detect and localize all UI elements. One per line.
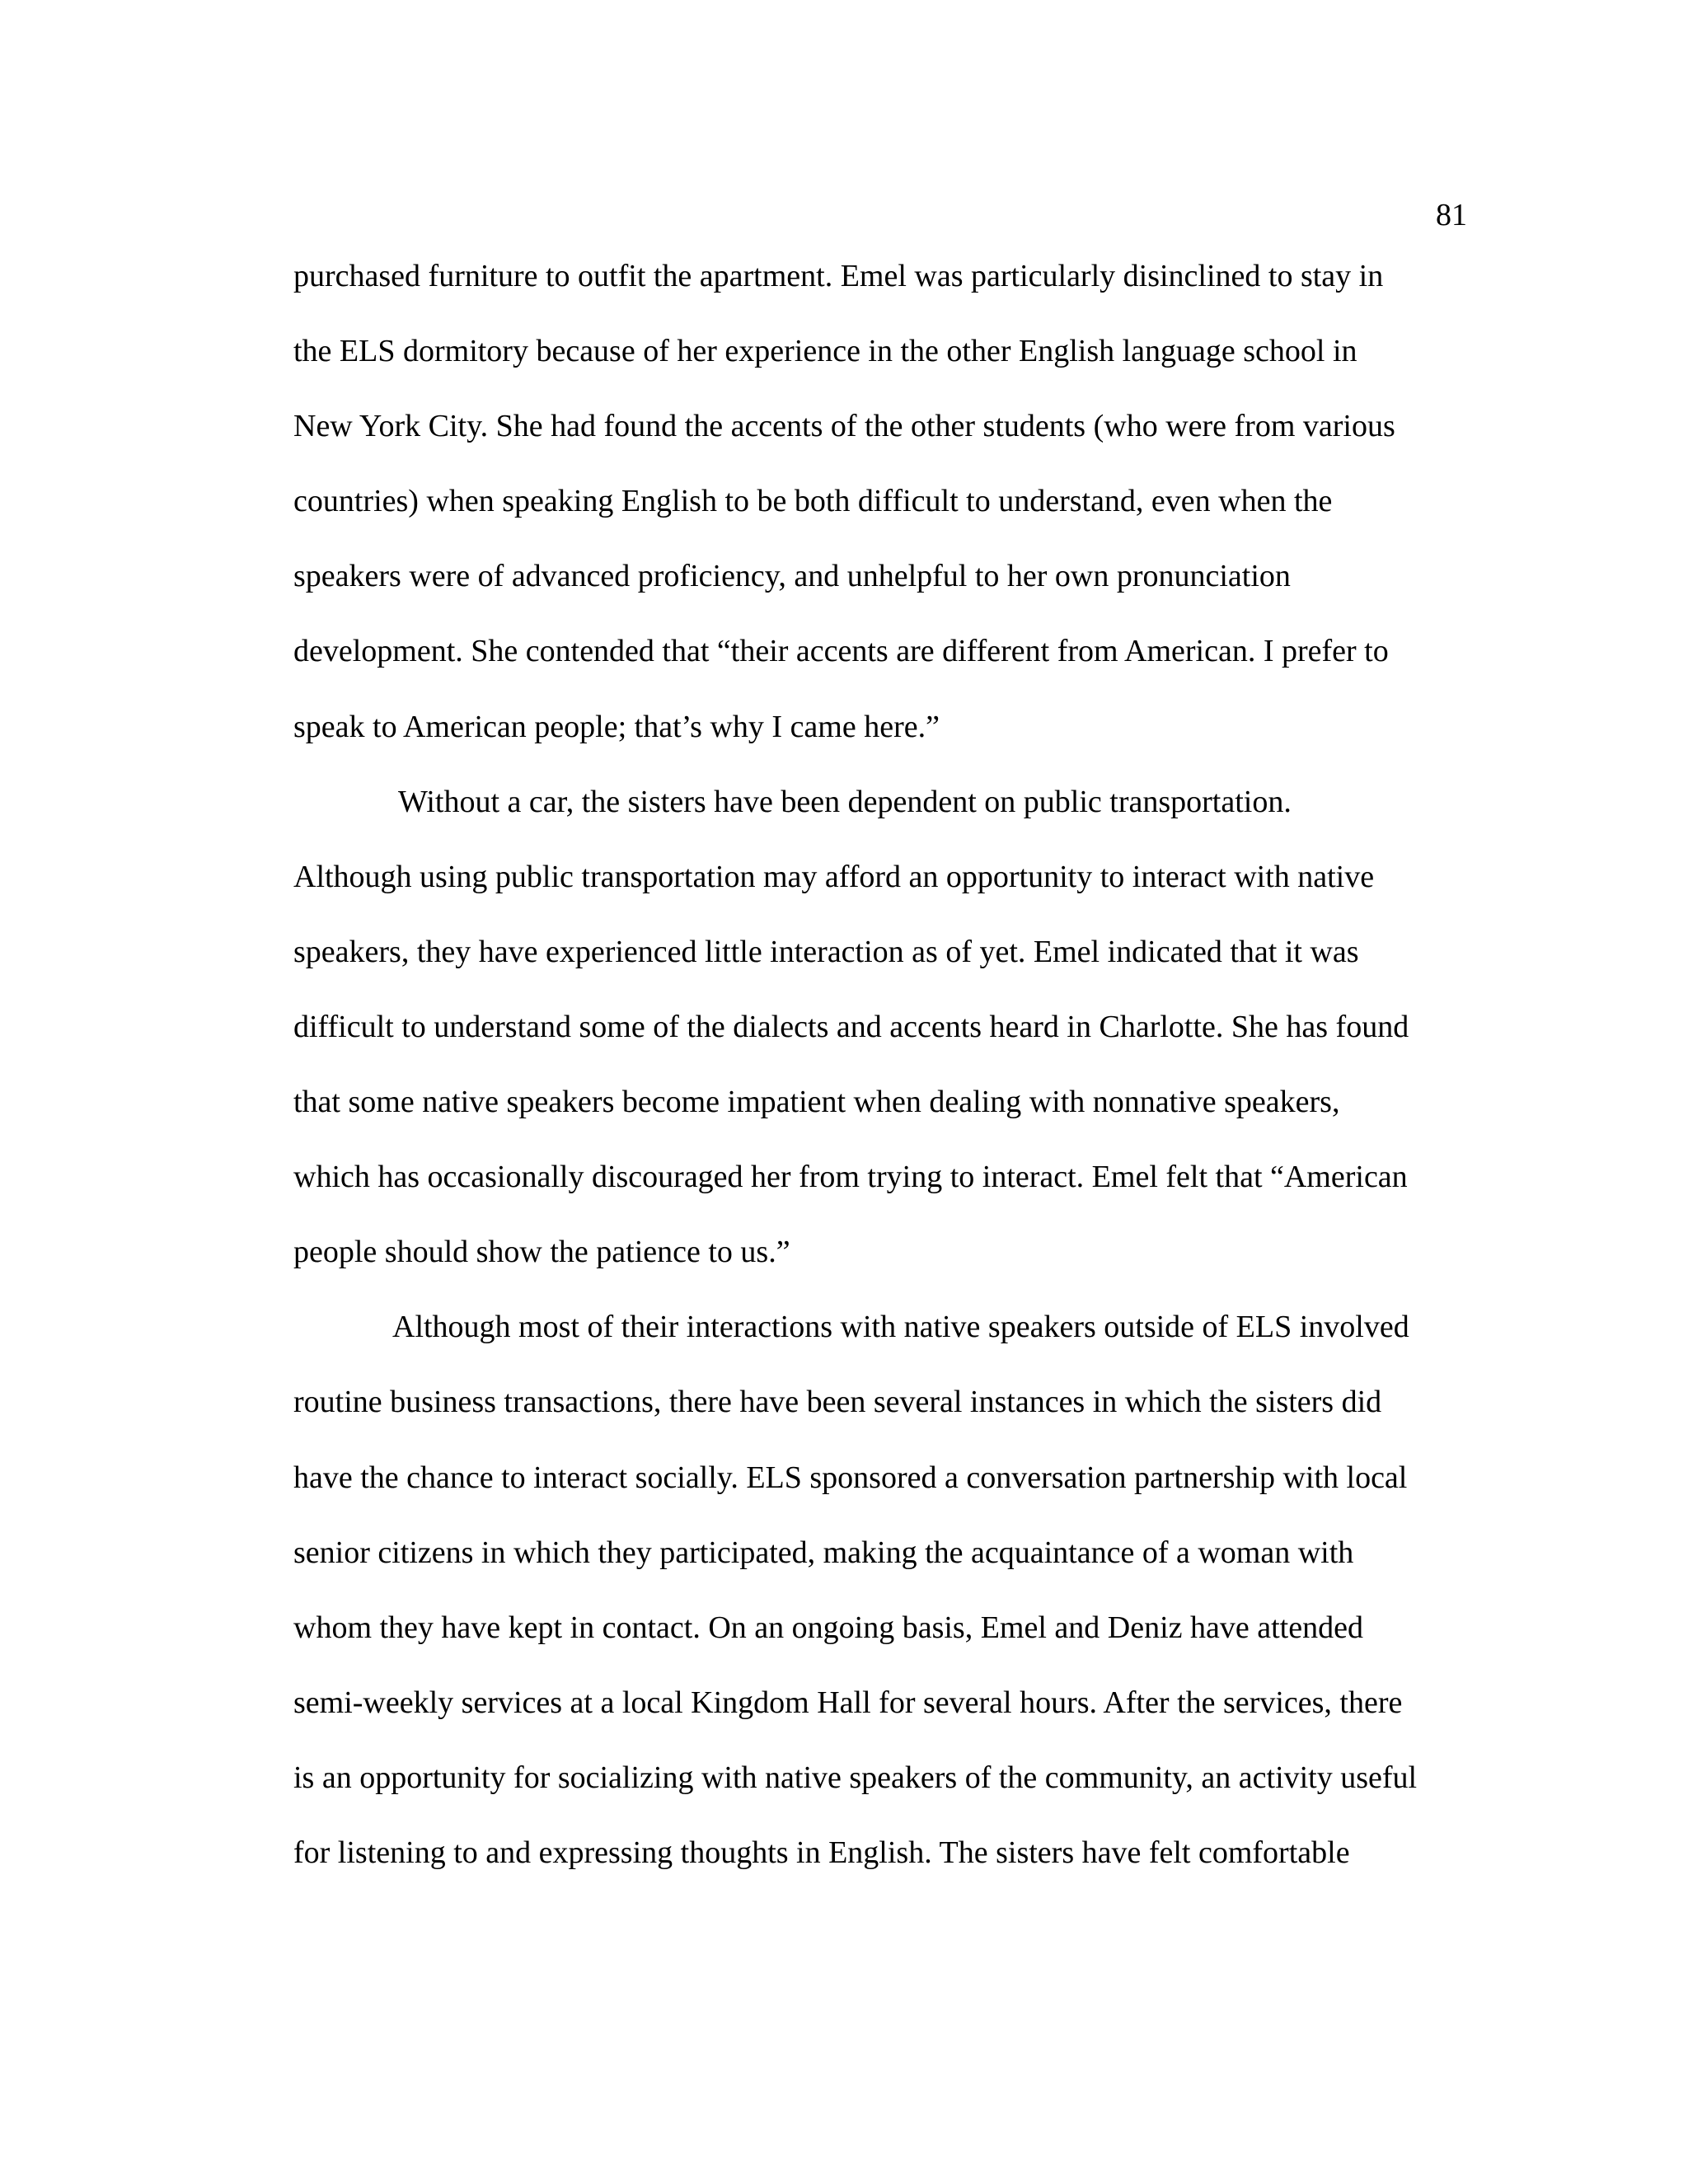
text-line: people should show the patience to us.” xyxy=(293,1235,790,1270)
text-line: New York City. She had found the accents of the other students (who were from various xyxy=(293,409,1395,444)
text-line: development. She contended that “their accents are different from American. I prefer to xyxy=(293,634,1389,669)
text-line: whom they have kept in contact. On an ongoing basis, Emel and Deniz have attended xyxy=(293,1610,1363,1645)
body-text xyxy=(293,257,1480,1909)
text-line: countries) when speaking English to be both difficult to understand, even when the xyxy=(293,484,1333,519)
text-line: semi-weekly services at a local Kingdom Hall for several hours. After the services, there xyxy=(293,1685,1403,1720)
text-line: speakers were of advanced proficiency, and unhelpful to her own pronunciation xyxy=(293,559,1291,594)
text-line: the ELS dormitory because of her experience in the other English language school in xyxy=(293,334,1357,369)
paragraph-first-line: Although most of their interactions with native speakers outside of ELS involved xyxy=(392,1310,1409,1345)
paragraph-first-line: Without a car, the sisters have been dependent on public transportation. xyxy=(398,784,1292,819)
text-line: routine business transactions, there have been several instances in which the sisters did xyxy=(293,1385,1382,1420)
page-number: 81 xyxy=(1436,198,1467,232)
text-line: purchased furniture to outfit the apartment. Emel was particularly disinclined to stay in xyxy=(293,259,1384,293)
text-line: is an opportunity for socializing with native speakers of the community, an activity useful xyxy=(293,1760,1418,1795)
text-line: difficult to understand some of the dialects and accents heard in Charlotte. She has found xyxy=(293,1009,1409,1044)
text-line: have the chance to interact socially. ELS sponsored a conversation partnership with local xyxy=(293,1460,1408,1495)
text-line: Although using public transportation may afford an opportunity to interact with native xyxy=(293,859,1375,894)
text-line: for listening to and expressing thoughts in English. The sisters have felt comfortable xyxy=(293,1835,1350,1870)
text-line: speak to American people; that’s why I came here.” xyxy=(293,709,940,744)
text-line: speakers, they have experienced little interaction as of yet. Emel indicated that it was xyxy=(293,934,1359,969)
text-line: senior citizens in which they participated, making the acquaintance of a woman with xyxy=(293,1535,1354,1570)
text-line: which has occasionally discouraged her from trying to interact. Emel felt that “American xyxy=(293,1160,1408,1195)
text-line: that some native speakers become impatient when dealing with nonnative speakers, xyxy=(293,1085,1340,1120)
